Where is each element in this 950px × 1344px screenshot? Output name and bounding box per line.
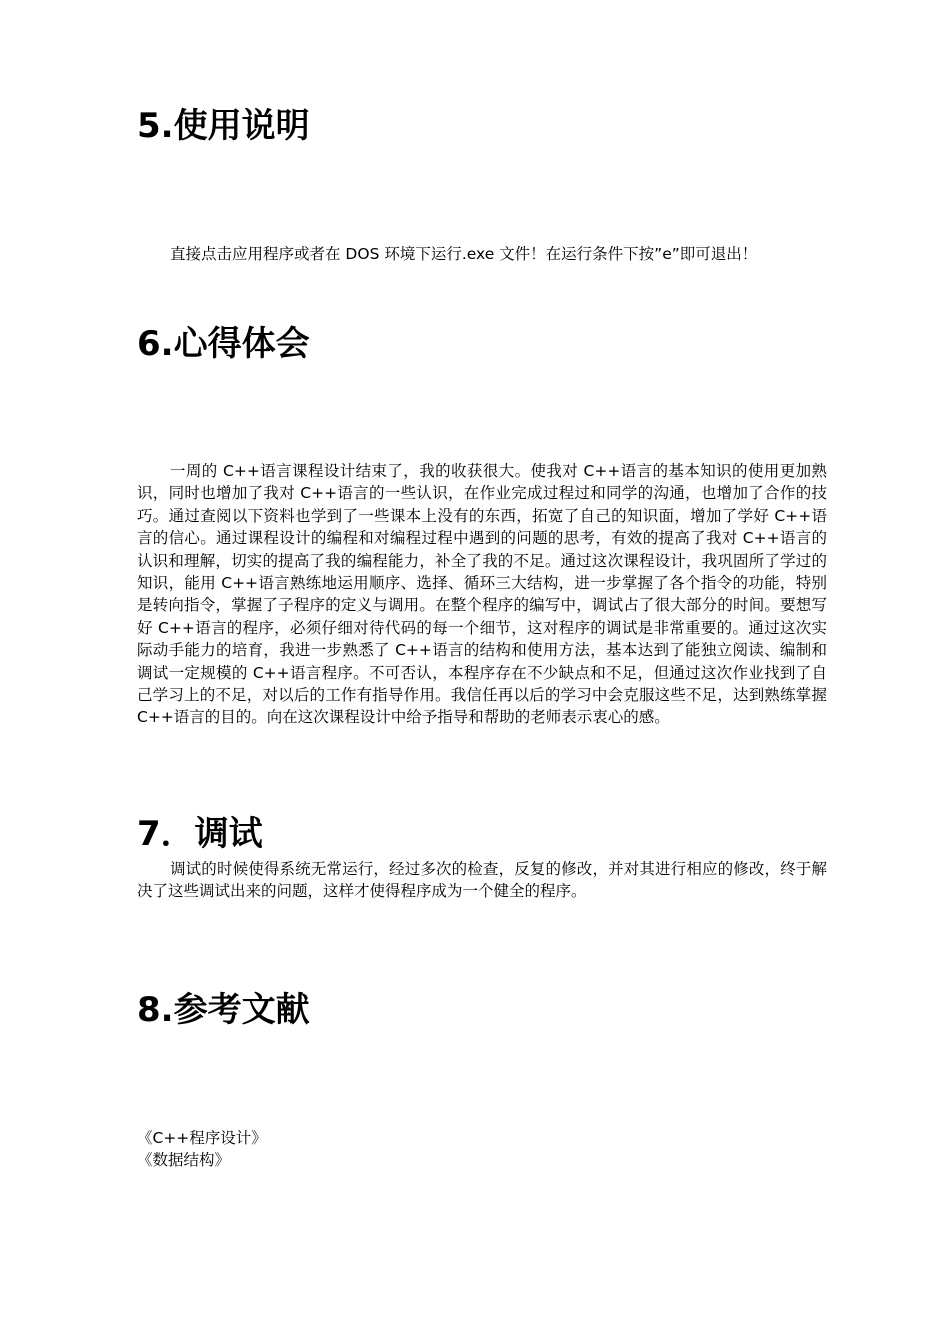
heading-debugging: 7．调试 [137,814,263,854]
paragraph-debugging: 调试的时候使得系统无常运行，经过多次的检查，反复的修改，并对其进行相应的修改，终于解决了这些调试出来的问题，这样才使得程序成为一个健全的程序。 [137,860,827,901]
heading-references: 8.参考文献 [137,990,310,1030]
reference-list [137,1127,267,1172]
paragraph-usage-instructions: 直接点击应用程序或者在 DOS 环境下运行.exe 文件！在运行条件下按”e”即可退出！ [170,245,758,263]
heading-usage-instructions: 5.使用说明 [137,106,310,146]
reference-item: 《数据结构》 [137,1151,231,1170]
reference-item: 《C++程序设计》 [137,1129,267,1147]
paragraph-reflections: 一周的 C++语言课程设计结束了，我的收获很大。使我对 C++语言的基本知识的使用更加熟识，同时也增加了我对 C++语言的一些认识，在作业完成过程过和同学的沟通，也增加了合作的技巧。通过查阅以下资料也学到了一些课本上没有的东西，拓宽了自己的知识面，增加了学好 C++语言的信心。通过课程设计的编程和对编程过程中遇到的问题的思考，有效的提高了我对 C++语言的认识和理解，切实的提高了我的编程能力，补全了我的不足。通过这次课程设计，我巩固所了学过的知识，能用 C++语言熟练地运用顺序、选择、循环三大结构，进一步掌握了各个指令的功能，特别是转向指令，掌握了子程序的定义与调用。在整个程序的编写中，调试占了很大部分的时间。要想写好 C++语言的程序，必须仔细对待代码的每一个细节，这对程序的调试是非常重要的。通过这次实际动手能力的培育，我进一步熟悉了 C++语言的结构和使用方法，基本达到了能独立阅读、编制和调试一定规模的 C++语言程序。不可否认，本程序存在不少缺点和不足，但通过这次作业找到了自己学习上的不足，对以后的工作有指导作用。我信任再以后的学习中会克服这些不足，达到熟练掌握 C++语言的目的。向在这次课程设计中给予指导和帮助的老师表示衷心的感。 [137,462,827,727]
heading-reflections: 6.心得体会 [137,324,310,364]
